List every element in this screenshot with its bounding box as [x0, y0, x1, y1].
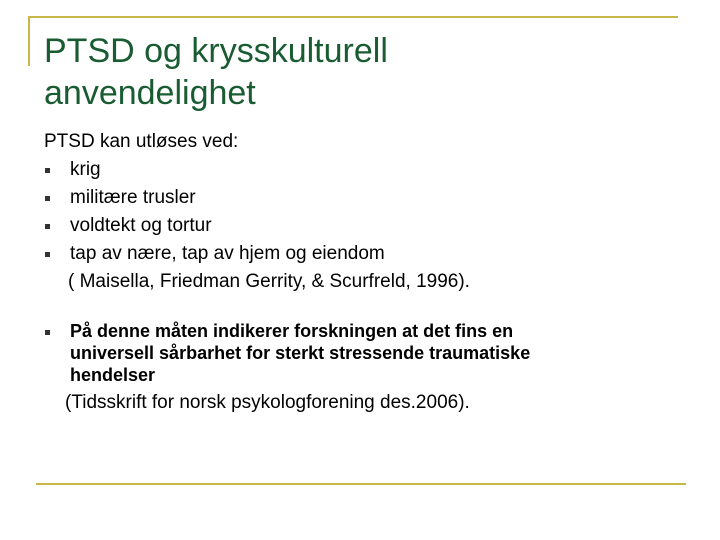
slide-title-line-1: PTSD og krysskulturell: [44, 32, 388, 70]
bullet-text: krig: [70, 159, 101, 180]
citation-two: (Tidsskrift for norsk psykologforening des.2006).: [65, 392, 470, 413]
bold-statement-line-3: hendelser: [70, 365, 156, 385]
bullet-item-military-threats: [44, 184, 684, 212]
bold-statement-line-1: På denne måten indikerer forskningen at det fins en: [70, 321, 514, 341]
square-bullet-icon: [45, 252, 50, 257]
citation-one: ( Maisella, Friedman Gerrity, & Scurfreld, 1996).: [68, 271, 470, 292]
bullet-item-war: [44, 156, 684, 184]
frame-top-line: [28, 16, 678, 18]
square-bullet-icon: [45, 196, 50, 201]
bullet-item-rape-torture: [44, 212, 684, 240]
spacer: [44, 296, 684, 320]
slide-content: [44, 128, 684, 416]
bold-statement: [44, 320, 684, 386]
square-bullet-icon: [45, 330, 50, 335]
bullet-item-loss: [44, 240, 684, 268]
square-bullet-icon: [45, 224, 50, 229]
square-bullet-icon: [45, 168, 50, 173]
intro-text: PTSD kan utløses ved:: [44, 131, 239, 152]
bullet-text: voldtekt og tortur: [70, 215, 212, 236]
bullet-text: tap av nære, tap av hjem og eiendom: [70, 243, 385, 264]
bold-statement-line-2: universell sårbarhet for sterkt stressende traumatiske: [70, 343, 531, 363]
frame-bottom-line: [36, 483, 686, 485]
frame-left-line: [28, 16, 30, 66]
slide-title-line-2: anvendelighet: [44, 74, 256, 112]
bullet-text: militære trusler: [70, 187, 196, 208]
slide-title: [44, 30, 684, 114]
